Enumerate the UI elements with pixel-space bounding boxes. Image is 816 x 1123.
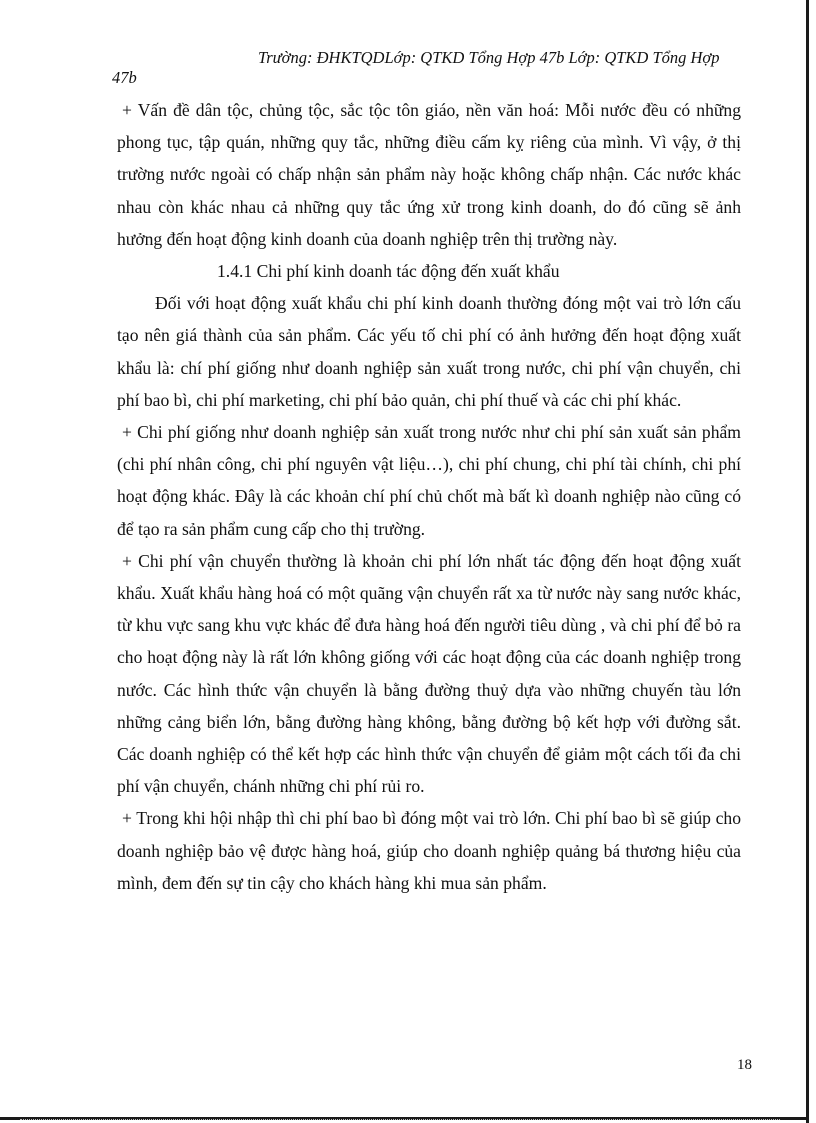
paragraph-production-costs: + Chi phí giống như doanh nghiệp sản xuất trong nước như chi phí sản xuất sản phẩm (chi phí nhân công, chi phí nguyên vật liệu…), chi phí chung, chi phí tài chính, chi phí hoạt động khác. Đây là các khoản chí phí chủ chốt mà bất kì doanh nghiệp nào cũng có để tạo ra sản phẩm cung cấp cho thị trường. [117,422,741,539]
paragraph-culture: + Vấn đề dân tộc, chủng tộc, sắc tộc tôn giáo, nền văn hoá: Mỗi nước đều có những phong tục, tập quán, những quy tắc, những điều cấm kỵ riêng của mình. Vì vậy, ở thị trường nước ngoài có chấp nhận sản phẩm này hoặc không chấp nhận. Các nước khác nhau còn khác nhau cả những quy tắc ứng xử trong kinh doanh, do đó cũng sẽ ảnh hưởng đến hoạt động kinh doanh của doanh nghiệp trên thị trường này. [117,100,741,249]
paragraph-packaging-costs: + Trong khi hội nhập thì chi phí bao bì đóng một vai trò lớn. Chi phí bao bì sẽ giúp cho doanh nghiệp bảo vệ được hàng hoá, giúp cho doanh nghiệp quảng bá thương hiệu của mình, đem đến sự tin cậy cho khách hàng khi mua sản phẩm. [117,808,741,893]
section-heading: 1.4.1 Chi phí kinh doanh tác động đến xuất khẩu [217,261,560,282]
paragraph-business-costs: Đối với hoạt động xuất khẩu chi phí kinh doanh thường đóng một vai trò lớn cấu tạo nên giá thành của sản phẩm. Các yếu tố chi phí có ảnh hưởng đến hoạt động xuất khẩu là: chí phí giống như doanh nghiệp sản xuất trong nước, chi phí vận chuyển, chi phí bao bì, chi phí marketing, chi phí bảo quản, chi phí thuế và các chi phí khác. [117,293,741,410]
page-body [117,94,741,899]
page-footer-dotted-line [20,1119,780,1120]
page-border-right [806,0,809,1123]
running-header-continuation: 47b [112,68,137,87]
page-number: 18 [737,1057,752,1073]
running-header: Trường: ĐHKTQDLớp: QTKD Tổng Hợp 47b Lớp: QTKD Tổng Hợp [258,48,720,67]
paragraph-transport-costs: + Chi phí vận chuyển thường là khoản chi phí lớn nhất tác động đến hoạt động xuất khẩu. Xuất khẩu hàng hoá có một quãng vận chuyển rất xa từ nước này sang nước khác, từ khu vực sang khu vực khác để đưa hàng hoá đến người tiêu dùng , và chi phí để bỏ ra cho hoạt động này là rất lớn không giống với các hoạt động của các doanh nghiệp trong nước. Các hình thức vận chuyển là bằng đường thuỷ dựa vào những chuyến tàu lớn những cảng biển lớn, bằng đường hàng không, bằng đường bộ kết hợp với đường sắt. Các doanh nghiệp có thể kết hợp các hình thức vận chuyển để giảm một cách tối đa chi phí vận chuyển, chánh những chi phí rủi ro. [117,550,741,797]
